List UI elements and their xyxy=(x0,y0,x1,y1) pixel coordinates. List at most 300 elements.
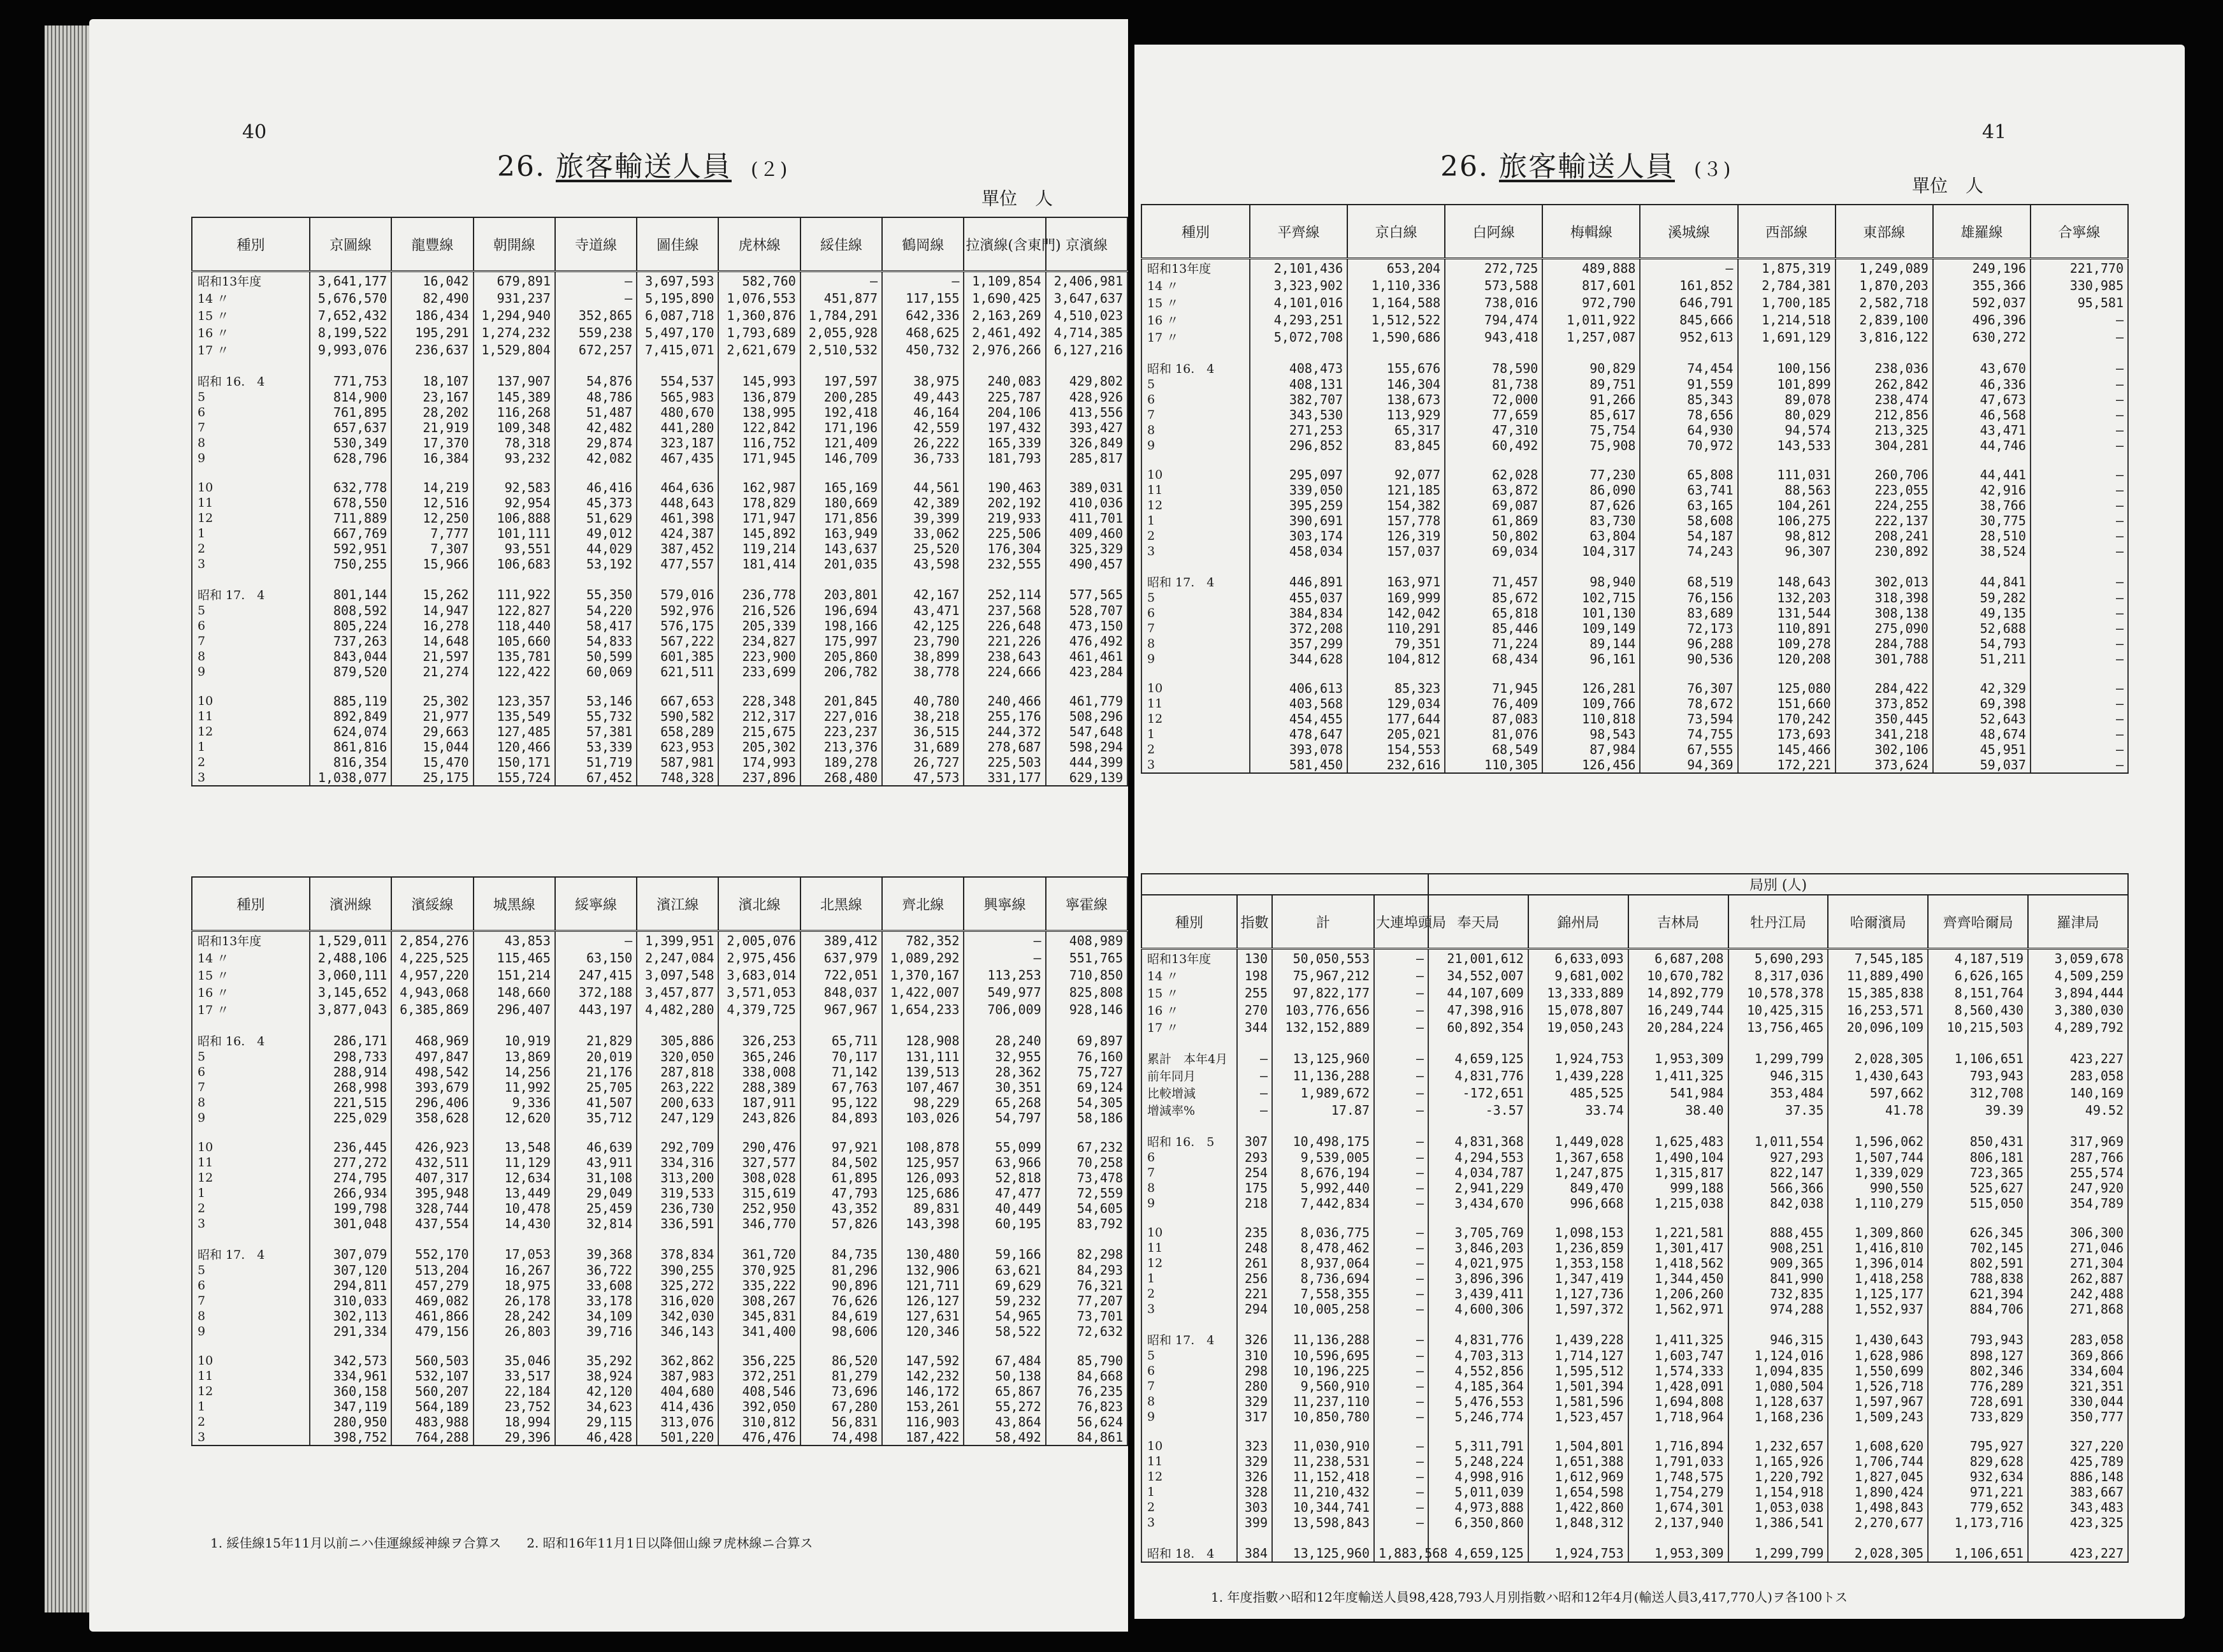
table-cell: 1,418,258 xyxy=(1828,1271,1928,1286)
table-cell: 150,171 xyxy=(474,755,555,770)
table-cell: 307 xyxy=(1237,1133,1272,1150)
row-label: 1 xyxy=(1141,513,1250,528)
table-cell: 42,120 xyxy=(555,1384,637,1399)
row-label: 昭和 18. 4 xyxy=(1141,1544,1237,1562)
table-cell: 196,694 xyxy=(800,603,882,618)
table-cell: 927,293 xyxy=(1728,1150,1828,1165)
table-cell: 109,348 xyxy=(474,420,555,435)
table-cell: 33.74 xyxy=(1528,1101,1628,1119)
table-cell: 67,555 xyxy=(1640,742,1737,757)
table-cell: 4,703,313 xyxy=(1428,1348,1528,1363)
table-cell: 1,748,575 xyxy=(1628,1469,1728,1484)
table-cell: 5,195,890 xyxy=(637,289,718,307)
table-cell: 57,381 xyxy=(555,724,637,739)
table-row xyxy=(192,324,1127,341)
row-label: 14 〃 xyxy=(1141,277,1250,294)
table-cell: 306,300 xyxy=(2028,1225,2128,1240)
table-cell: 42,125 xyxy=(882,618,964,634)
table-cell: 15,470 xyxy=(391,755,473,770)
table-cell: 187,422 xyxy=(882,1430,964,1446)
table-cell: 407,317 xyxy=(391,1170,473,1185)
table-cell: 11,136,288 xyxy=(1272,1331,1374,1348)
table-cell: 200,633 xyxy=(637,1095,718,1110)
table-cell: 9,560,910 xyxy=(1272,1379,1374,1394)
table-row xyxy=(1141,984,2128,1001)
table-cell: 12,250 xyxy=(391,511,473,526)
table-cell: 1,449,028 xyxy=(1528,1133,1628,1150)
table-cell: 8,478,462 xyxy=(1272,1240,1374,1256)
table-cell: 672,257 xyxy=(555,341,637,358)
table-cell: 1,714,127 xyxy=(1528,1348,1628,1363)
table-cell: 177,644 xyxy=(1347,711,1445,727)
table-cell: 256 xyxy=(1237,1271,1272,1286)
table-cell: 49,443 xyxy=(882,389,964,405)
table-cell: 71,224 xyxy=(1445,636,1542,651)
table-cell: 96,288 xyxy=(1640,636,1737,651)
table-cell: 2,488,106 xyxy=(310,949,391,966)
table-cell: 262,887 xyxy=(2028,1271,2128,1286)
row-gap xyxy=(1141,1530,2128,1544)
table-cell: 90,829 xyxy=(1542,359,1640,377)
table-cell: 822,147 xyxy=(1728,1165,1828,1180)
table-cell: 1,870,203 xyxy=(1836,277,1933,294)
table-cell: 1,504,801 xyxy=(1528,1438,1628,1454)
table-cell: 33,178 xyxy=(555,1293,637,1308)
table-cell: 20,284,224 xyxy=(1628,1018,1728,1036)
table-cell: 358,628 xyxy=(391,1110,473,1126)
table-cell: 34,109 xyxy=(555,1308,637,1324)
table-cell: 180,669 xyxy=(800,495,882,511)
table-cell: 59,232 xyxy=(964,1293,1045,1308)
table-cell: 104,317 xyxy=(1542,544,1640,559)
table-cell: 227,016 xyxy=(800,709,882,724)
table-row xyxy=(1141,277,2128,294)
table-cell: 35,712 xyxy=(555,1110,637,1126)
table-cell: 1,597,372 xyxy=(1528,1301,1628,1317)
table-cell: 313,076 xyxy=(637,1414,718,1430)
table-cell: 4,509,259 xyxy=(2028,967,2128,984)
table-cell: 296,852 xyxy=(1250,438,1347,453)
table-cell: 72,559 xyxy=(1046,1185,1127,1201)
column-header: 濱洲線 xyxy=(310,877,391,931)
table-cell: 37.35 xyxy=(1728,1101,1828,1119)
table-cell: 23,790 xyxy=(882,634,964,649)
table-cell: 33,608 xyxy=(555,1278,637,1293)
table-cell: 1,791,033 xyxy=(1628,1454,1728,1469)
row-label: 7 xyxy=(192,1293,310,1308)
table-cell: 390,691 xyxy=(1250,513,1347,528)
table-cell: 58,608 xyxy=(1640,513,1737,528)
table-cell: 271,868 xyxy=(2028,1301,2128,1317)
table-cell: — xyxy=(2031,467,2128,482)
column-header: 梅輯線 xyxy=(1542,205,1640,259)
table-cell: 47,310 xyxy=(1445,423,1542,438)
table-cell: 1,367,658 xyxy=(1528,1150,1628,1165)
table-cell: 175 xyxy=(1237,1180,1272,1196)
table-row xyxy=(1141,1454,2128,1469)
table-cell: 75,967,212 xyxy=(1272,967,1374,984)
table-row xyxy=(1141,407,2128,423)
table-cell: 298 xyxy=(1237,1363,1272,1379)
table-cell: 17.87 xyxy=(1272,1101,1374,1119)
table-cell: 58,522 xyxy=(964,1324,1045,1339)
table-cell: 8,676,194 xyxy=(1272,1165,1374,1180)
table-row xyxy=(1141,651,2128,667)
table-cell: 61,869 xyxy=(1445,513,1542,528)
table-cell: — xyxy=(1237,1067,1272,1084)
table-cell: 1,691,129 xyxy=(1738,328,1836,345)
row-label: 2 xyxy=(1141,742,1250,757)
table-cell: 410,036 xyxy=(1046,495,1127,511)
table-cell: 408,989 xyxy=(1046,931,1127,950)
table-cell: — xyxy=(1374,1484,1428,1500)
table-cell: — xyxy=(2031,573,2128,590)
row-label: 5 xyxy=(192,1049,310,1064)
table-cell: 26,222 xyxy=(882,435,964,451)
table-cell: 74,498 xyxy=(800,1430,882,1446)
table-cell: 137,907 xyxy=(474,372,555,389)
table-cell: 1,924,753 xyxy=(1528,1544,1628,1562)
table-cell: 232,555 xyxy=(964,556,1045,572)
table-cell: 4,973,888 xyxy=(1428,1500,1528,1515)
table-cell: — xyxy=(1237,1050,1272,1067)
table-cell: 16,249,744 xyxy=(1628,1001,1728,1018)
table-cell: — xyxy=(555,289,637,307)
table-cell: 175,997 xyxy=(800,634,882,649)
table-cell: — xyxy=(1374,1301,1428,1317)
table-cell: 238,643 xyxy=(964,649,1045,664)
table-row xyxy=(1141,1180,2128,1196)
row-label: 1 xyxy=(1141,727,1250,742)
column-header: 種別 xyxy=(192,877,310,931)
row-label: 2 xyxy=(192,1201,310,1216)
table-cell: 44,746 xyxy=(1933,438,2031,453)
table-cell: 3,647,637 xyxy=(1046,289,1127,307)
table-cell: — xyxy=(1374,1454,1428,1469)
table-cell: 2,976,266 xyxy=(964,341,1045,358)
table-cell: 1,347,419 xyxy=(1528,1271,1628,1286)
table-cell: 249,196 xyxy=(1933,259,2031,277)
table-cell: 157,037 xyxy=(1347,544,1445,559)
table-cell: 84,502 xyxy=(800,1155,882,1170)
table-row xyxy=(1141,482,2128,498)
table-cell: 624,074 xyxy=(310,724,391,739)
table-cell: 13,125,960 xyxy=(1272,1544,1374,1562)
table-cell: 21,274 xyxy=(391,664,473,679)
table-cell: 75,908 xyxy=(1542,438,1640,453)
table-cell: 12,516 xyxy=(391,495,473,511)
title-sub: (２) xyxy=(750,159,789,181)
table-cell: 722,051 xyxy=(800,966,882,983)
table-cell: 425,789 xyxy=(2028,1454,2128,1469)
table-cell: 1,490,104 xyxy=(1628,1150,1728,1165)
table-cell: 42,329 xyxy=(1933,681,2031,696)
table-cell: — xyxy=(1374,1363,1428,1379)
table-cell: 339,050 xyxy=(1250,482,1347,498)
table-cell: 54,605 xyxy=(1046,1201,1127,1216)
table-cell: 334,604 xyxy=(2028,1363,2128,1379)
table-row xyxy=(192,1414,1127,1430)
table-cell: 43,911 xyxy=(555,1155,637,1170)
table-cell: 240,083 xyxy=(964,372,1045,389)
table-cell: 598,294 xyxy=(1046,739,1127,755)
table-cell: 43,864 xyxy=(964,1414,1045,1430)
table-cell: 216,526 xyxy=(718,603,800,618)
unit-label-right: 單位 人 xyxy=(1912,175,1984,196)
table-cell: 287,766 xyxy=(2028,1150,2128,1165)
table-cell: — xyxy=(2031,742,2128,757)
row-label: 1 xyxy=(1141,1484,1237,1500)
table-cell: 1,529,011 xyxy=(310,931,391,950)
table-cell: 85,617 xyxy=(1542,407,1640,423)
table-cell: 148,643 xyxy=(1738,573,1836,590)
right-table-bureaus xyxy=(1141,873,2129,1563)
table-cell: 10,850,780 xyxy=(1272,1409,1374,1424)
table-cell: 4,101,016 xyxy=(1250,294,1347,311)
table-cell: 592,976 xyxy=(637,603,718,618)
table-cell: 65,317 xyxy=(1347,423,1445,438)
row-gap xyxy=(1141,1211,2128,1225)
table-cell: 1,550,699 xyxy=(1828,1363,1928,1379)
table-cell: 329 xyxy=(1237,1454,1272,1469)
table-cell: — xyxy=(555,931,637,950)
table-cell: 41.78 xyxy=(1828,1101,1928,1119)
table-cell: 126,093 xyxy=(882,1170,964,1185)
table-cell: 138,673 xyxy=(1347,392,1445,407)
table-cell: 122,827 xyxy=(474,603,555,618)
table-cell: 454,455 xyxy=(1250,711,1347,727)
table-cell: 6,127,216 xyxy=(1046,341,1127,358)
table-cell: — xyxy=(1374,1394,1428,1409)
table-cell: 565,983 xyxy=(637,389,718,405)
column-header: 東部線 xyxy=(1836,205,1933,259)
table-cell: 25,302 xyxy=(391,693,473,709)
table-cell: 4,831,776 xyxy=(1428,1067,1528,1084)
row-label: 5 xyxy=(192,603,310,618)
table-cell: 70,117 xyxy=(800,1049,882,1064)
table-cell: 2,784,381 xyxy=(1738,277,1836,294)
row-label: 7 xyxy=(1141,1379,1237,1394)
table-cell: 77,230 xyxy=(1542,467,1640,482)
table-cell: 1,526,718 xyxy=(1828,1379,1928,1394)
table-cell: 413,556 xyxy=(1046,405,1127,420)
table-cell: 443,197 xyxy=(555,1001,637,1018)
table-cell: 657,637 xyxy=(310,420,391,435)
table-cell: 886,148 xyxy=(2028,1469,2128,1484)
table-row xyxy=(192,724,1127,739)
table-row xyxy=(1141,1363,2128,1379)
table-cell: — xyxy=(1374,1286,1428,1301)
table-row xyxy=(1141,1286,2128,1301)
table-cell: 1,109,854 xyxy=(964,272,1045,290)
table-cell: — xyxy=(1374,1050,1428,1067)
table-cell: 737,263 xyxy=(310,634,391,649)
table-cell: 16,384 xyxy=(391,451,473,466)
table-cell: 65,268 xyxy=(964,1095,1045,1110)
table-cell: 4,943,068 xyxy=(391,983,473,1001)
table-row xyxy=(1141,1515,2128,1530)
table-cell: 19,050,243 xyxy=(1528,1018,1628,1036)
table-cell: 71,142 xyxy=(800,1064,882,1080)
table-cell: 326 xyxy=(1237,1331,1272,1348)
right-table-lines xyxy=(1141,204,2129,774)
table-cell: 31,689 xyxy=(882,739,964,755)
table-cell: 567,222 xyxy=(637,634,718,649)
table-row xyxy=(1141,573,2128,590)
table-cell: 1,011,922 xyxy=(1542,311,1640,328)
table-cell: 92,583 xyxy=(474,480,555,495)
table-cell: 8,560,430 xyxy=(1928,1001,2028,1018)
table-cell: 845,666 xyxy=(1640,311,1737,328)
table-cell: 11,889,490 xyxy=(1828,967,1928,984)
table-row xyxy=(192,664,1127,679)
table-cell: 301,048 xyxy=(310,1216,391,1231)
table-cell: — xyxy=(1374,1256,1428,1271)
row-label: 10 xyxy=(192,480,310,495)
table-cell: 723,365 xyxy=(1928,1165,2028,1180)
table-cell: 155,724 xyxy=(474,770,555,786)
table-cell: 157,778 xyxy=(1347,513,1445,528)
table-cell: 162,987 xyxy=(718,480,800,495)
table-cell: 130 xyxy=(1237,949,1272,967)
table-cell: 238,036 xyxy=(1836,359,1933,377)
table-cell: 498,542 xyxy=(391,1064,473,1080)
table-cell: 223,237 xyxy=(800,724,882,739)
table-cell: 55,350 xyxy=(555,586,637,603)
table-cell: 5,497,170 xyxy=(637,324,718,341)
table-cell: 409,460 xyxy=(1046,526,1127,541)
table-cell: 262,842 xyxy=(1836,377,1933,392)
table-cell: 10,196,225 xyxy=(1272,1363,1374,1379)
table-cell: 11,238,531 xyxy=(1272,1454,1374,1469)
table-cell: 408,473 xyxy=(1250,359,1347,377)
table-cell: 73,696 xyxy=(800,1384,882,1399)
table-cell: 93,551 xyxy=(474,541,555,556)
table-cell: 378,834 xyxy=(637,1245,718,1263)
table-cell: 43,598 xyxy=(882,556,964,572)
table-cell: — xyxy=(2031,727,2128,742)
table-cell: 310 xyxy=(1237,1348,1272,1363)
table-cell: 221 xyxy=(1237,1286,1272,1301)
row-label: 7 xyxy=(1141,621,1250,636)
table-cell: 82,298 xyxy=(1046,1245,1127,1263)
table-cell: 21,977 xyxy=(391,709,473,724)
table-cell: 1,924,753 xyxy=(1528,1050,1628,1067)
table-cell: 13,449 xyxy=(474,1185,555,1201)
column-header: 綏寧線 xyxy=(555,877,637,931)
table-cell: 95,122 xyxy=(800,1095,882,1110)
table-cell: 446,891 xyxy=(1250,573,1347,590)
table-cell: 8,317,036 xyxy=(1728,967,1828,984)
table-cell: 52,818 xyxy=(964,1170,1045,1185)
table-cell: 429,802 xyxy=(1046,372,1127,389)
column-header: 北黑線 xyxy=(800,877,882,931)
table-cell: 98,940 xyxy=(1542,573,1640,590)
table-cell: 330,985 xyxy=(2031,277,2128,294)
table-cell: 206,782 xyxy=(800,664,882,679)
table-cell: 283,058 xyxy=(2028,1331,2128,1348)
table-cell: 294,811 xyxy=(310,1278,391,1293)
table-cell: 275,090 xyxy=(1836,621,1933,636)
table-cell: 101,130 xyxy=(1542,605,1640,621)
table-cell: 395,948 xyxy=(391,1185,473,1201)
table-cell: 802,591 xyxy=(1928,1256,2028,1271)
table-cell: 1,053,038 xyxy=(1728,1500,1828,1515)
table-cell: 85,323 xyxy=(1347,681,1445,696)
table-cell: 476,492 xyxy=(1046,634,1127,649)
table-cell: 89,831 xyxy=(882,1201,964,1216)
row-label: 7 xyxy=(192,634,310,649)
table-cell: 323 xyxy=(1237,1438,1272,1454)
table-cell: 49,135 xyxy=(1933,605,2031,621)
row-label: 3 xyxy=(192,1216,310,1231)
column-header: 吉林局 xyxy=(1628,895,1728,949)
table-cell: 5,690,293 xyxy=(1728,949,1828,967)
table-cell: 8,736,694 xyxy=(1272,1271,1374,1286)
table-cell: 1,221,581 xyxy=(1628,1225,1728,1240)
table-cell: 121,409 xyxy=(800,435,882,451)
table-cell: 39,716 xyxy=(555,1324,637,1339)
table-cell: 77,207 xyxy=(1046,1293,1127,1308)
table-cell: 414,436 xyxy=(637,1399,718,1414)
row-label: 比較增減 xyxy=(1141,1084,1237,1101)
table-cell: 76,626 xyxy=(800,1293,882,1308)
table-cell: 68,434 xyxy=(1445,651,1542,667)
column-header: 合寧線 xyxy=(2031,205,2128,259)
row-label: 15 〃 xyxy=(1141,984,1237,1001)
table-cell: 47,573 xyxy=(882,770,964,786)
table-cell: 109,149 xyxy=(1542,621,1640,636)
table-cell: 55,099 xyxy=(964,1140,1045,1155)
row-gap xyxy=(192,1231,1127,1245)
table-cell: 143,398 xyxy=(882,1216,964,1231)
table-cell: 372,188 xyxy=(555,983,637,1001)
table-cell: 225,506 xyxy=(964,526,1045,541)
table-cell: 355,366 xyxy=(1933,277,2031,294)
table-cell: 120,466 xyxy=(474,739,555,755)
table-cell: 461,461 xyxy=(1046,649,1127,664)
row-label: 6 xyxy=(1141,1150,1237,1165)
table-cell: 1,608,620 xyxy=(1828,1438,1928,1454)
right-page xyxy=(1134,45,2185,1619)
column-header: 京濱線 xyxy=(1046,217,1127,272)
table-row xyxy=(192,966,1127,983)
table-cell: 2,975,456 xyxy=(718,949,800,966)
table-row xyxy=(1141,1101,2128,1119)
table-cell: 230,892 xyxy=(1836,544,1933,559)
table-cell: 480,670 xyxy=(637,405,718,420)
table-cell: — xyxy=(2031,651,2128,667)
table-cell: 1,360,876 xyxy=(718,307,800,324)
table-cell: 197,597 xyxy=(800,372,882,389)
table-cell: 33,062 xyxy=(882,526,964,541)
row-label: 9 xyxy=(1141,1196,1237,1211)
table-cell: 104,261 xyxy=(1738,498,1836,513)
table-cell: 254 xyxy=(1237,1165,1272,1180)
table-cell: 28,240 xyxy=(964,1032,1045,1049)
table-cell: 7,652,432 xyxy=(310,307,391,324)
table-cell: 46,416 xyxy=(555,480,637,495)
table-cell: 1,793,689 xyxy=(718,324,800,341)
table-cell: 1,562,971 xyxy=(1628,1301,1728,1317)
table-cell: 29,049 xyxy=(555,1185,637,1201)
table-cell: 1,411,325 xyxy=(1628,1067,1728,1084)
table-cell: 559,238 xyxy=(555,324,637,341)
table-row xyxy=(1141,1500,2128,1515)
table-cell: 109,278 xyxy=(1738,636,1836,651)
table-cell: 32,814 xyxy=(555,1216,637,1231)
table-cell: 39,368 xyxy=(555,1245,637,1263)
